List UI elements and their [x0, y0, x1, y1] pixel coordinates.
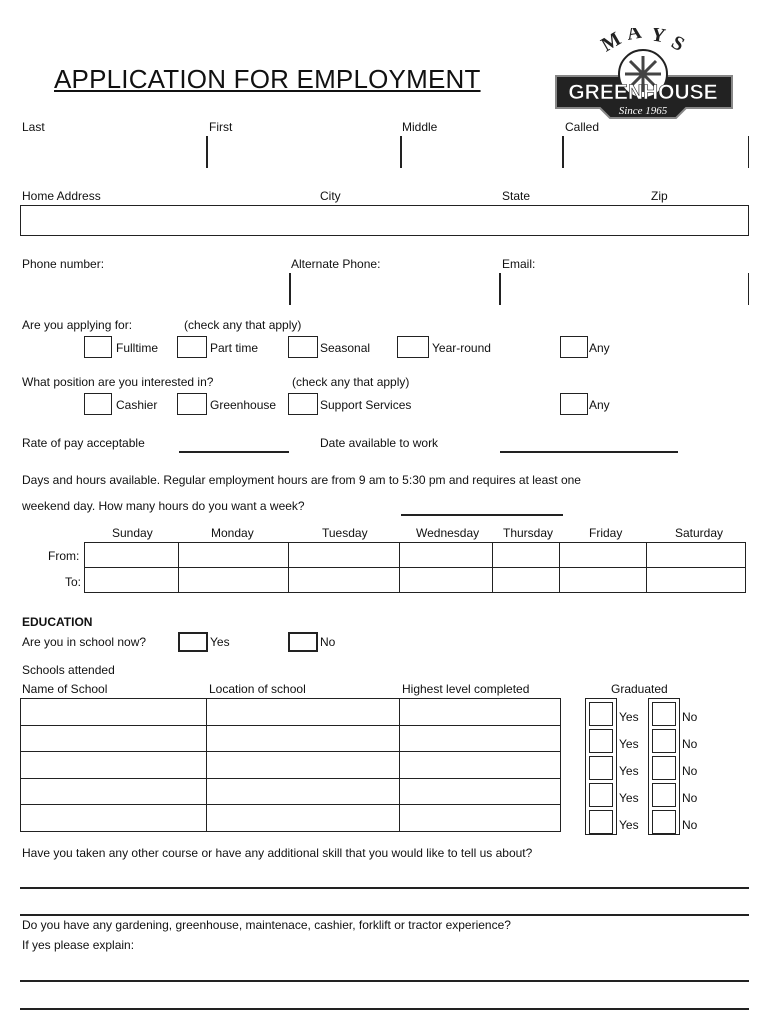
from-row	[85, 543, 746, 568]
school-location-cell[interactable]	[207, 699, 400, 726]
applying-question: Are you applying for:	[22, 318, 133, 332]
school-level-cell[interactable]	[400, 752, 561, 779]
support-services-checkbox[interactable]	[288, 393, 318, 415]
day-header-wednesday: Wednesday	[416, 526, 480, 540]
part-time-label: Part time	[210, 341, 259, 355]
address-field[interactable]	[20, 205, 749, 236]
to-saturday-cell[interactable]	[647, 568, 746, 593]
applying-any-checkbox[interactable]	[560, 336, 588, 358]
col-highest-level: Highest level completed	[402, 682, 530, 696]
zip-label: Zip	[651, 189, 668, 203]
availability-table	[84, 542, 746, 593]
in-school-question: Are you in school now?	[22, 635, 147, 649]
school-level-cell[interactable]	[400, 778, 561, 805]
experience-question: Do you have any gardening, greenhouse, maintenace, cashier, forklift or tractor experience?	[22, 918, 511, 932]
page-title: APPLICATION FOR EMPLOYMENT	[54, 64, 481, 94]
called-label: Called	[565, 120, 600, 134]
year-round-label: Year-round	[432, 341, 491, 355]
school-location-cell[interactable]	[207, 778, 400, 805]
graduated-yes-checkbox[interactable]	[589, 810, 613, 834]
phone-label: Phone number:	[22, 257, 105, 271]
schools-attended-label: Schools attended	[22, 663, 115, 677]
part-time-checkbox[interactable]	[177, 336, 207, 358]
phone-field[interactable]	[20, 273, 289, 305]
svg-text:A: A	[625, 28, 644, 45]
other-course-answer-line[interactable]	[20, 887, 749, 889]
last-name-field[interactable]	[20, 136, 207, 168]
alternate-phone-label: Alternate Phone:	[291, 257, 381, 271]
mays-greenhouse-logo	[536, 28, 750, 120]
to-tuesday-cell[interactable]	[289, 568, 400, 593]
city-label: City	[320, 189, 341, 203]
email-label: Email:	[502, 257, 536, 271]
school-row	[21, 778, 561, 805]
first-name-label: First	[209, 120, 233, 134]
graduated-no-label: No	[682, 791, 698, 805]
rate-input-line[interactable]	[179, 451, 289, 453]
state-label: State	[502, 189, 531, 203]
svg-text:Since 1965: Since 1965	[618, 105, 668, 117]
svg-text:Y: Y	[649, 28, 668, 48]
experience-answer-line[interactable]	[20, 980, 749, 982]
greenhouse-checkbox[interactable]	[177, 393, 207, 415]
school-name-cell[interactable]	[21, 752, 207, 779]
email-field[interactable]	[501, 273, 748, 305]
position-hint: (check any that apply)	[292, 375, 410, 389]
day-header-friday: Friday	[589, 526, 623, 540]
graduated-no-label: No	[682, 818, 698, 832]
graduated-no-checkbox[interactable]	[652, 810, 676, 834]
seasonal-label: Seasonal	[320, 341, 371, 355]
year-round-checkbox[interactable]	[397, 336, 429, 358]
day-header-monday: Monday	[211, 526, 254, 540]
svg-text:S: S	[667, 31, 689, 56]
col-location-of-school: Location of school	[209, 682, 306, 696]
support-services-label: Support Services	[320, 398, 412, 412]
col-graduated: Graduated	[611, 682, 668, 696]
other-course-question: Have you taken any other course or have any additional skill that you would like to tell us about?	[22, 846, 533, 860]
school-location-cell[interactable]	[207, 752, 400, 779]
cashier-label: Cashier	[116, 398, 158, 412]
col-name-of-school: Name of School	[22, 682, 108, 696]
school-level-cell[interactable]	[400, 725, 561, 752]
middle-name-label: Middle	[402, 120, 438, 134]
school-level-cell[interactable]	[400, 699, 561, 726]
to-monday-cell[interactable]	[179, 568, 289, 593]
greenhouse-label: Greenhouse	[210, 398, 277, 412]
from-saturday-cell[interactable]	[647, 543, 746, 568]
from-label: From:	[48, 549, 80, 563]
graduated-yes-label: Yes	[619, 710, 639, 724]
graduated-yes-checkbox[interactable]	[589, 702, 613, 726]
hours-per-week-input-line[interactable]	[401, 514, 563, 516]
experience-answer-line[interactable]	[20, 1008, 749, 1010]
cashier-checkbox[interactable]	[84, 393, 112, 415]
schools-table	[20, 698, 561, 832]
graduated-no-checkbox[interactable]	[652, 783, 676, 807]
graduated-no-label: No	[682, 710, 698, 724]
from-thursday-cell[interactable]	[493, 543, 560, 568]
school-location-cell[interactable]	[207, 725, 400, 752]
applying-any-label: Any	[589, 341, 610, 355]
alternate-phone-field[interactable]	[291, 273, 499, 305]
day-header-sunday: Sunday	[112, 526, 153, 540]
from-monday-cell[interactable]	[179, 543, 289, 568]
first-name-field[interactable]	[208, 136, 400, 168]
day-header-saturday: Saturday	[675, 526, 724, 540]
to-wednesday-cell[interactable]	[400, 568, 493, 593]
in-school-no-label: No	[320, 635, 336, 649]
graduated-no-checkbox[interactable]	[652, 756, 676, 780]
from-wednesday-cell[interactable]	[400, 543, 493, 568]
graduated-no-label: No	[682, 764, 698, 778]
position-any-label: Any	[589, 398, 610, 412]
graduated-no-label: No	[682, 737, 698, 751]
graduated-yes-checkbox[interactable]	[589, 756, 613, 780]
to-friday-cell[interactable]	[560, 568, 647, 593]
position-any-checkbox[interactable]	[560, 393, 588, 415]
fulltime-checkbox[interactable]	[84, 336, 112, 358]
middle-name-field[interactable]	[402, 136, 562, 168]
to-thursday-cell[interactable]	[493, 568, 560, 593]
in-school-yes-checkbox[interactable]	[178, 632, 208, 652]
school-row	[21, 805, 561, 832]
position-question: What position are you interested in?	[22, 375, 214, 389]
weekend-hours-text: weekend day. How many hours do you want a week?	[22, 499, 305, 513]
rate-label: Rate of pay acceptable	[22, 436, 145, 450]
date-available-input-line[interactable]	[500, 451, 678, 453]
to-sunday-cell[interactable]	[85, 568, 179, 593]
school-row	[21, 725, 561, 752]
graduated-yes-label: Yes	[619, 791, 639, 805]
from-sunday-cell[interactable]	[85, 543, 179, 568]
school-name-cell[interactable]	[21, 725, 207, 752]
graduated-yes-label: Yes	[619, 764, 639, 778]
seasonal-checkbox[interactable]	[288, 336, 318, 358]
school-location-cell[interactable]	[207, 805, 400, 832]
school-name-cell[interactable]	[21, 778, 207, 805]
graduated-no-checkbox[interactable]	[652, 729, 676, 753]
school-row	[21, 699, 561, 726]
graduated-no-checkbox[interactable]	[652, 702, 676, 726]
applying-hint: (check any that apply)	[184, 318, 302, 332]
school-row	[21, 752, 561, 779]
graduated-yes-checkbox[interactable]	[589, 783, 613, 807]
fulltime-label: Fulltime	[116, 341, 159, 355]
called-field[interactable]	[564, 136, 748, 168]
graduated-yes-label: Yes	[619, 737, 639, 751]
from-tuesday-cell[interactable]	[289, 543, 400, 568]
to-row	[85, 568, 746, 593]
other-course-answer-line[interactable]	[20, 914, 749, 916]
day-header-tuesday: Tuesday	[322, 526, 368, 540]
graduated-yes-label: Yes	[619, 818, 639, 832]
school-level-cell[interactable]	[400, 805, 561, 832]
in-school-yes-label: Yes	[210, 635, 230, 649]
svg-text:GREENHOUSE: GREENHOUSE	[568, 81, 718, 104]
from-friday-cell[interactable]	[560, 543, 647, 568]
explain-label: If yes please explain:	[22, 938, 135, 952]
to-label: To:	[65, 575, 82, 589]
date-available-label: Date available to work	[320, 436, 439, 450]
school-name-cell[interactable]	[21, 805, 207, 832]
in-school-no-checkbox[interactable]	[288, 632, 318, 652]
home-address-label: Home Address	[22, 189, 101, 203]
svg-text:M: M	[597, 28, 625, 57]
days-hours-text: Days and hours available. Regular employment hours are from 9 am to 5:30 pm and requires at least one	[22, 473, 581, 487]
education-heading: EDUCATION	[22, 615, 93, 629]
day-header-thursday: Thursday	[503, 526, 554, 540]
last-name-label: Last	[22, 120, 45, 134]
graduated-yes-checkbox[interactable]	[589, 729, 613, 753]
school-name-cell[interactable]	[21, 699, 207, 726]
